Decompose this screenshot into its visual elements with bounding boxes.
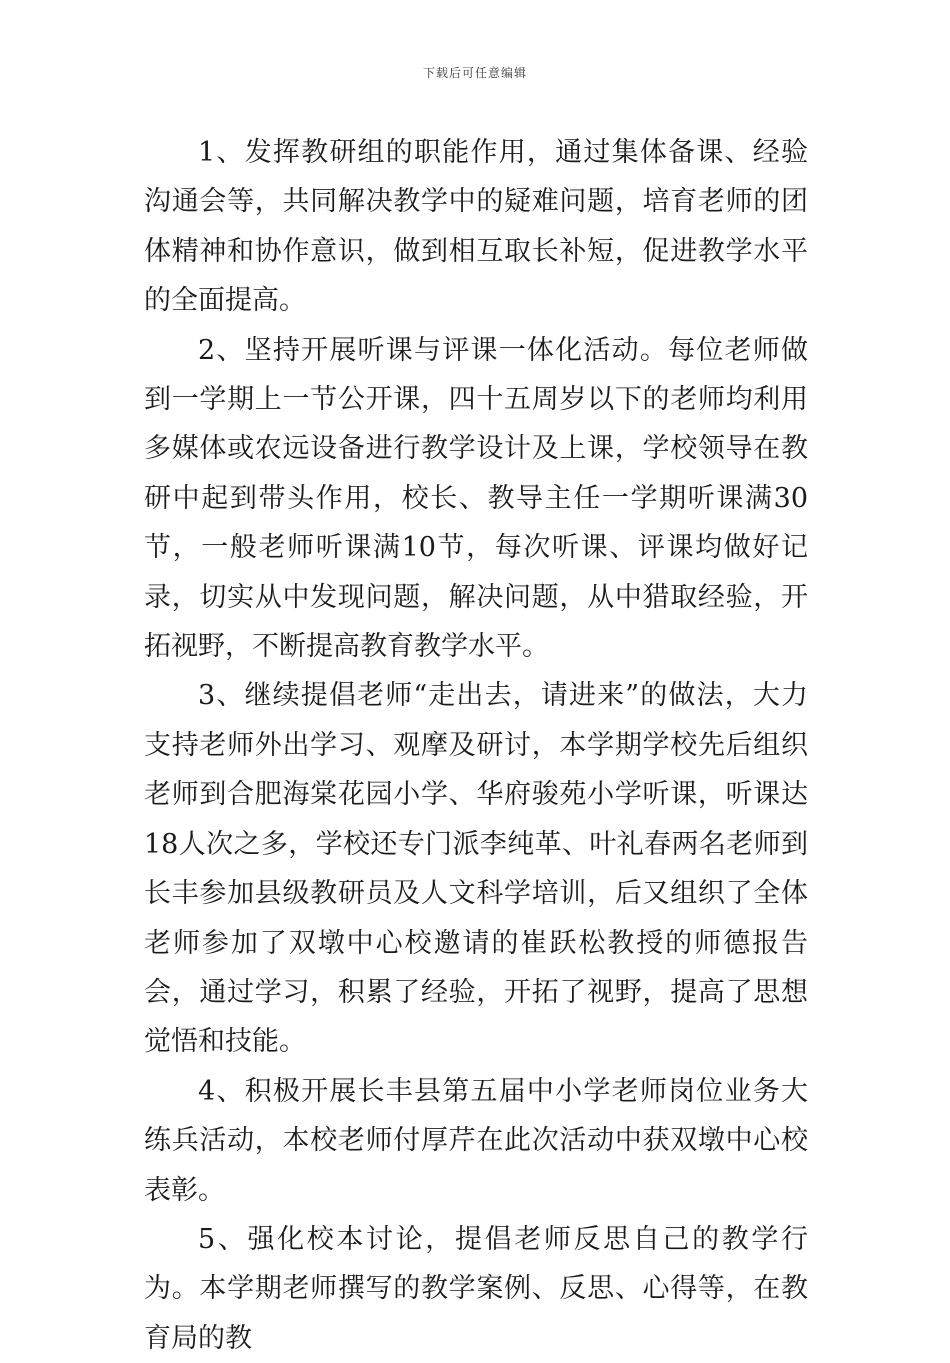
paragraph-5: 5、强化校本讨论，提倡老师反思自己的教学行为。本学期老师撰写的教学案例、反思、心得等，在教育局的教 xyxy=(144,1223,808,1354)
document-body xyxy=(144,128,808,1363)
paragraph-3: 3、继续提倡老师“走出去，请进来”的做法，大力支持老师外出学习、观摩及研讨，本学期学校先后组织老师到合肥海棠花园小学、华府骏苑小学听课，听课达18人次之多，学校还专门派李纯革、叶礼春两名老师到长丰参加县级教研员及人文科学培训，后又组织了全体老师参加了双墩中心校邀请的崔跃松教授的师德报告会，通过学习，积累了经验，开拓了视野，提高了思想觉悟和技能。 xyxy=(144,680,808,1058)
paragraph-2: 2、坚持开展听课与评课一体化活动。每位老师做到一学期上一节公开课，四十五周岁以下的老师均利用多媒体或农远设备进行教学设计及上课，学校领导在教研中起到带头作用，校长、教导主任一学期听课满30节，一般老师听课满10节，每次听课、评课均做好记录，切实从中发现问题，解决问题，从中猎取经验，开拓视野，不断提高教育教学水平。 xyxy=(144,334,808,663)
paragraph-1: 1、发挥教研组的职能作用，通过集体备课、经验沟通会等，共同解决教学中的疑难问题，培育老师的团体精神和协作意识，做到相互取长补短，促进教学水平的全面提高。 xyxy=(144,137,808,317)
paragraph-4: 4、积极开展长丰县第五届中小学老师岗位业务大练兵活动，本校老师付厚芹在此次活动中获双墩中心校表彰。 xyxy=(144,1075,808,1206)
page-header-note: 下载后可任意编辑 xyxy=(422,66,527,80)
